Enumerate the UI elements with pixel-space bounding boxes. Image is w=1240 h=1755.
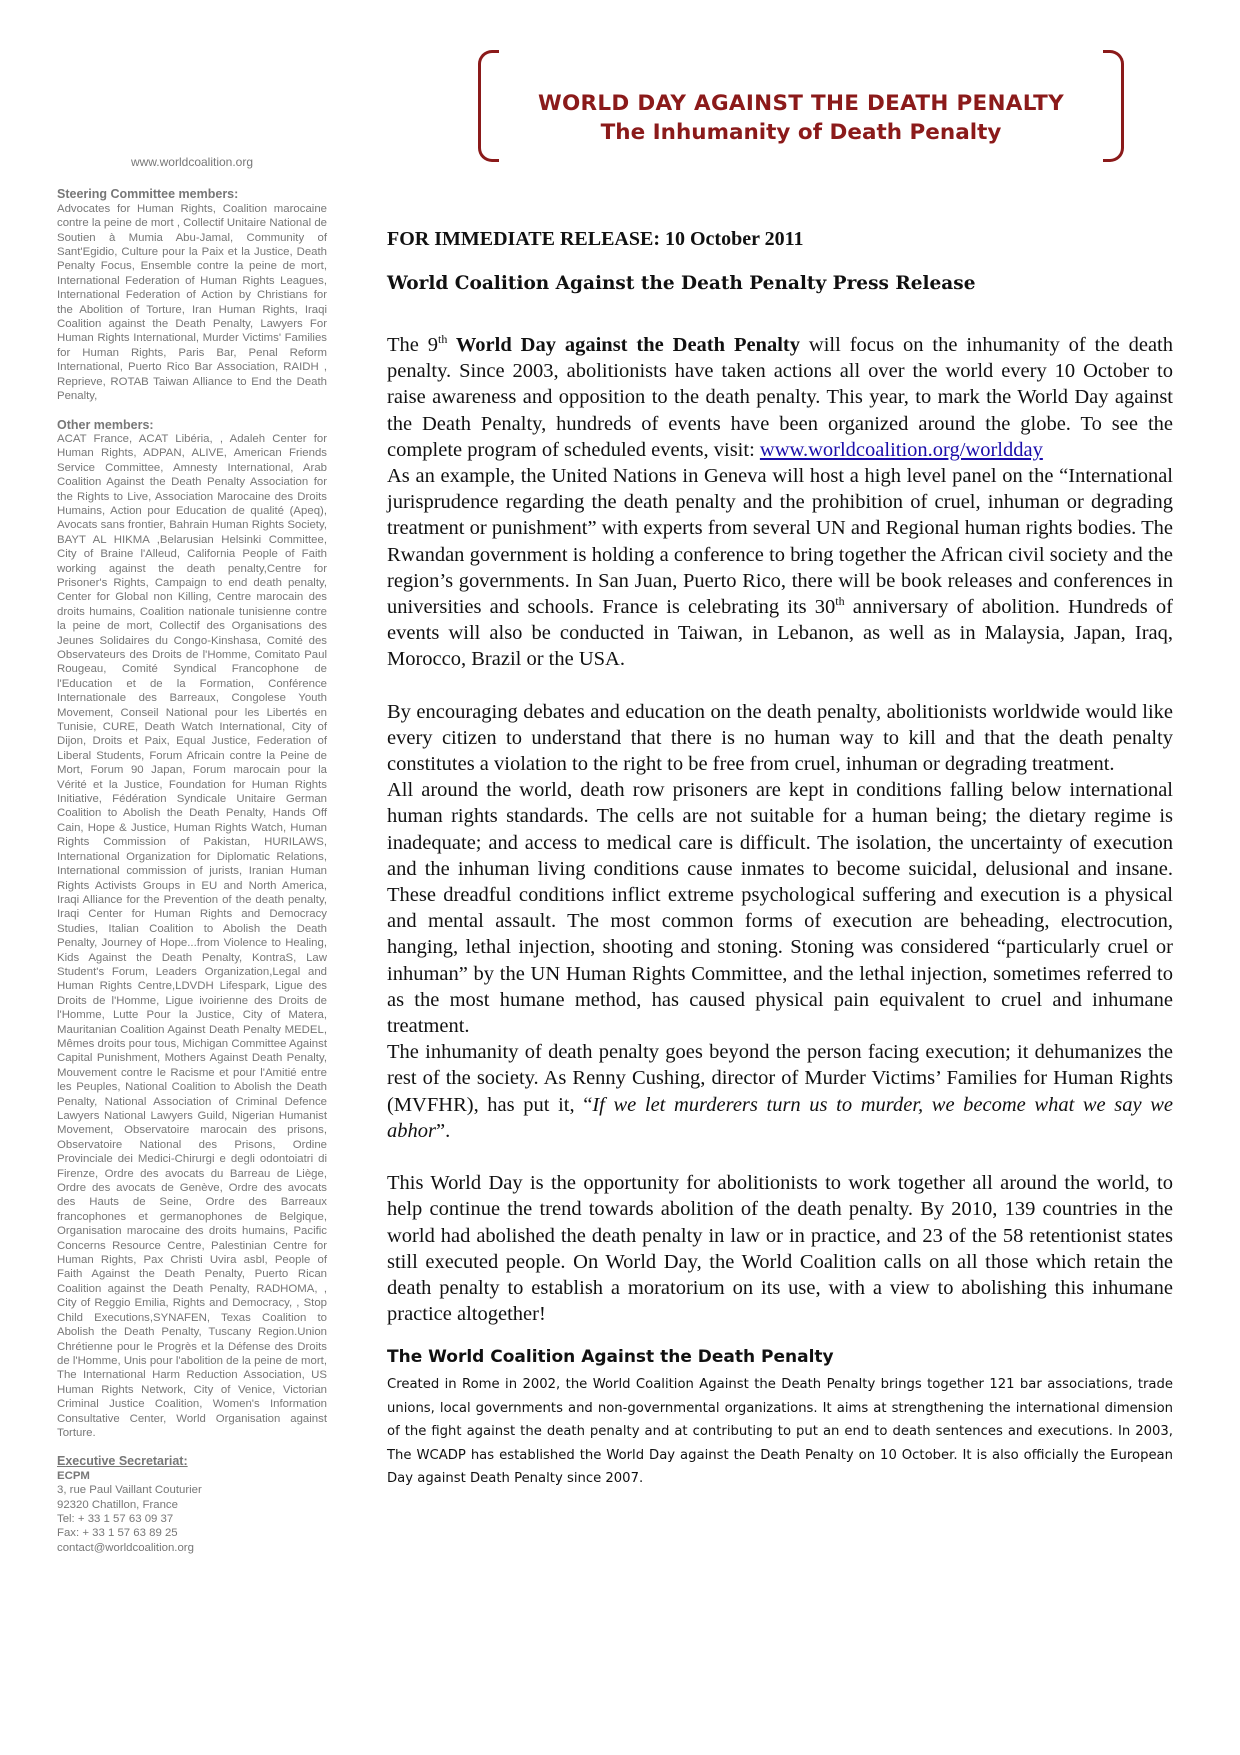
exec-line-street: 3, rue Paul Vaillant Couturier — [57, 1484, 202, 1497]
spacer — [387, 673, 1173, 699]
exec-line-fax: Fax: + 33 1 57 63 89 25 — [57, 1527, 178, 1540]
spacer — [387, 1144, 1173, 1170]
p1-start: The 9 — [387, 334, 439, 356]
exec-lines — [57, 1469, 327, 1555]
p5-start: The inhumanity of death penalty goes beyond the person facing execution; it dehumanizes the rest of the society. As Renny Cushing, director of Murder Victims’ Families for Human Rights (MVFHR), has put it, “ — [387, 1041, 1173, 1116]
p1-rest: will focus on the inhumanity of the death penalty. Since 2003, abolitionists have taken actions all over the world every 10 October to raise awareness and opposition to the death penalty. This year, to mark the World Day against the Death Penalty, hundreds of events have been organized around the globe. To see the complete program of scheduled events, visit: — [387, 334, 1173, 461]
other-heading: Other members: — [57, 417, 154, 432]
exec-heading: Executive Secretariat: — [57, 1454, 188, 1469]
header-subtitle: The Inhumanity of Death Penalty — [600, 120, 1002, 145]
paragraph-2 — [387, 463, 1173, 673]
worldday-link[interactable]: www.worldcoalition.org/worldday — [759, 438, 1043, 461]
press-title: World Coalition Against the Death Penalty Press Release — [387, 273, 976, 294]
paragraph-6: This World Day is the opportunity for abolitionists to work together all around the world, to help continue the trend towards abolition of the death penalty. By 2010, 139 countries in the world had abolished the death penalty in law or in practice, and 23 of the 58 retentionist states still executed people. On World Day, the World Coalition calls on all those which retain the death penalty to establish a moratorium on its use, with a view to abolishing this inhumane practice altogether! — [387, 1172, 1173, 1326]
main-content — [387, 228, 1173, 1490]
p5-end: ”. — [435, 1119, 451, 1142]
sidebar — [57, 155, 327, 1555]
steering-text: Advocates for Human Rights, Coalition marocaine contre la peine de mort , Collectif Unitaire National de Soutien à Mumia Abu-Jamal, Community of Sant'Egidio, Culture pour la Paix et la Justice, Death Penalty Focus, Ensemble contre la peine de mort, International Federation of Human Rights Leagues, International Federation of Action by Christians for the Abolition of Torture, Iran Human Rights, Iraqi Coalition against the Death Penalty, Lawyers For Human Rights International, Murder Victims' Families for Human Rights, Paris Bar, Penal Reform International, Puerto Rico Bar Association, RAIDH , Reprieve, ROTAB Taiwan Alliance to End the Death Penalty, — [57, 202, 327, 403]
paragraph-5 — [387, 1039, 1173, 1144]
release-line: FOR IMMEDIATE RELEASE: 10 October 2011 — [387, 228, 804, 250]
paragraph-1 — [387, 332, 1173, 463]
steering-heading: Steering Committee members: — [57, 187, 239, 202]
p1-sup: th — [438, 332, 448, 347]
paragraph-4: All around the world, death row prisoners are kept in conditions falling below international human rights standards. The cells are not suitable for a human being; the dietary regime is inadequate; and access to medical care is difficult. The isolation, the uncertainty of execution and the inhuman living conditions cause inmates to become suicidal, delusional and insane. These dreadful conditions inflict extreme psychological suffering and execution is a physical and mental assault. The most common forms of execution are beheading, electrocution, hanging, lethal injection, shooting and stoning. Stoning was considered “particularly cruel or inhuman” by the UN Human Rights Committee, and the lethal injection, sometimes referred to as the most humane method, has caused physical pain equivalent to cruel and inhumane treatment. — [387, 779, 1173, 1038]
header-title: WORLD DAY AGAINST THE DEATH PENALTY — [537, 91, 1065, 116]
p5-quote: If we let murderers turn us to murder, we become what we say we abhor — [387, 1093, 1174, 1142]
exec-line-city: 92320 Chatillon, France — [57, 1498, 178, 1511]
p2-start: As an example, the United Nations in Geneva will host a high level panel on the “International jurisprudence regarding the death penalty and the prohibition of cruel, inhuman or degrading treatment or punishment” with experts from several UN and Regional human rights bodies. The Rwandan government is holding a conference to bring together the African civil society and the region’s governments. In San Juan, Puerto Rico, there will be book releases and conferences in universities and schools. France is celebrating its 30 — [387, 465, 1173, 619]
body-text — [387, 332, 1173, 1327]
other-text: ACAT France, ACAT Libéria, , Adaleh Center for Human Rights, ADPAN, ALIVE, American Friends Service Committee, Amnesty International, Arab Coalition Against the Death Penalty Association for the Rights to Live, Association Marocaine des Droits Humains, Action pour Education de qualité (Apeq), Avocats sans frontier, Bahrain Human Rights Society, BAYT AL HIKMA ,Belarusian Helsinki Committee, City of Braine l'Alleud, California People of Faith working against the death penalty,Centre for Prisoner's Rights, Campaign to end death penalty, Center for Global non Killing, Centre marocain des droits humains, Coalition nationale tunisienne contre la peine de mort, Collectif des Organisations des Jeunes Solidaires du Congo-Kinshasa, Comité des Observateurs des Droits de l'Homme, Comitato Paul Rougeau, Comité Syndical Francophone de l'Education et de la Formation, Conférence Internationale des Barreaux, Congolese Youth Movement, Conseil National pour les Libertés en Tunisie, CURE, Death Watch International, City of Dijon, Droits et Paix, Equal Justice, Federation of Liberal Students, Forum Africain contre la Peine de Mort, Forum 90 Japan, Forum marocain pour la Vérité et la Justice, Foundation for Human Rights Initiative, Fédération Syndicale Unitaire German Coalition to Abolish the Death Penalty, Hands Off Cain, Hope & Justice, Human Rights Watch, Human Rights Commission of Pakistan, HURILAWS, International Organization for Diplomatic Relations, International commission of jurists, Iranian Human Rights Activists Groups in EU and North America, Iraqi Alliance for the Prevention of the death penalty, Iraqi Center for Human Rights and Democracy Studies, Italian Coalition to Abolish the Death Penalty, Journey of Hope...from Violence to Healing, Kids Against the Death Penalty, KontraS, Law Student's Forum, Leaders Organization,Legal and Human Rights Centre,LDVDH Lifespark, Ligue des Droits de l'Homme, Ligue ivoirienne des Droits de l'Homme, Lutte Pour la Justice, City of Matera, Mauritanian Coalition Against Death Penalty MEDEL, Mêmes droits pour tous, Michigan Committee Against Capital Punishment, Mothers Against Death Penalty, Mouvement contre le Racisme et pour l'Amitié entre les Peuples, National Coalition to Abolish the Death Penalty, National Association of Criminal Defence Lawyers National Lawyers Guild, Nigerian Humanist Movement, Observatoire marocain des prisons, Observatoire National des Prisons, Ordine Provinciale dei Medici-Chirurgi e degli odontoiatri di Firenze, Ordre des avocats du Barreau de Liège, Ordre des avocats de Genève, Ordre des avocats des Hauts de Seine, Ordre des Barreaux francophones et germanophones de Belgique, Organisation marocaine des droits humains, Pacific Concerns Resource Centre, Palestinian Centre for Human Rights, Pax Christi Uvira asbl, People of Faith Against the Death Penalty, Puerto Rican Coalition against the Death Penalty, RADHOMA, , City of Reggio Emilia, Rights and Democracy, , Stop Child Executions,SYNAFEN, Texas Coalition to Abolish the Death Penalty, Tuscany Region.Union Chrétienne pour le Progrès et la Défense des Droits de l'Homme, Unis pour l'abolition de la peine de mort, The International Harm Reduction Association, US Human Rights Network, City of Venice, Victorian Criminal Justice Coalition, Women's Information Consultative Center, World Organisation against Torture. — [57, 432, 327, 1439]
p1-bold: World Day against the Death Penalty — [447, 334, 800, 356]
exec-line-org: ECPM — [57, 1469, 90, 1482]
paragraph-3: By encouraging debates and education on the death penalty, abolitionists worldwide would like every citizen to understand that there is no human way to kill and that the death penalty constitutes a violation to the right to be free from cruel, inhuman or degrading treatment. — [387, 700, 1173, 776]
p2-sup: th — [835, 594, 845, 609]
header-box — [478, 50, 1124, 158]
p2-rest: anniversary of abolition. Hundreds of events will also be conducted in Taiwan, in Lebanon, as well as in Malaysia, Japan, Iraq, Morocco, Brazil or the USA. — [387, 596, 1173, 671]
exec-line-email[interactable]: contact@worldcoalition.org — [57, 1541, 194, 1554]
sidebar-url[interactable]: www.worldcoalition.org — [130, 155, 254, 169]
exec-line-tel: Tel: + 33 1 57 63 09 37 — [57, 1512, 174, 1525]
about-text: Created in Rome in 2002, the World Coalition Against the Death Penalty brings together 121 bar associations, trade unions, local governments and non-governmental organizations. It aims at strengthening the international dimension of the fight against the death penalty and at contributing to put an end to death sentences and executions. In 2003, The WCADP has established the World Day against the Death Penalty on 10 October. It is also officially the European Day against Death Penalty since 2007. — [387, 1377, 1173, 1486]
about-heading: The World Coalition Against the Death Penalty — [387, 1347, 834, 1368]
